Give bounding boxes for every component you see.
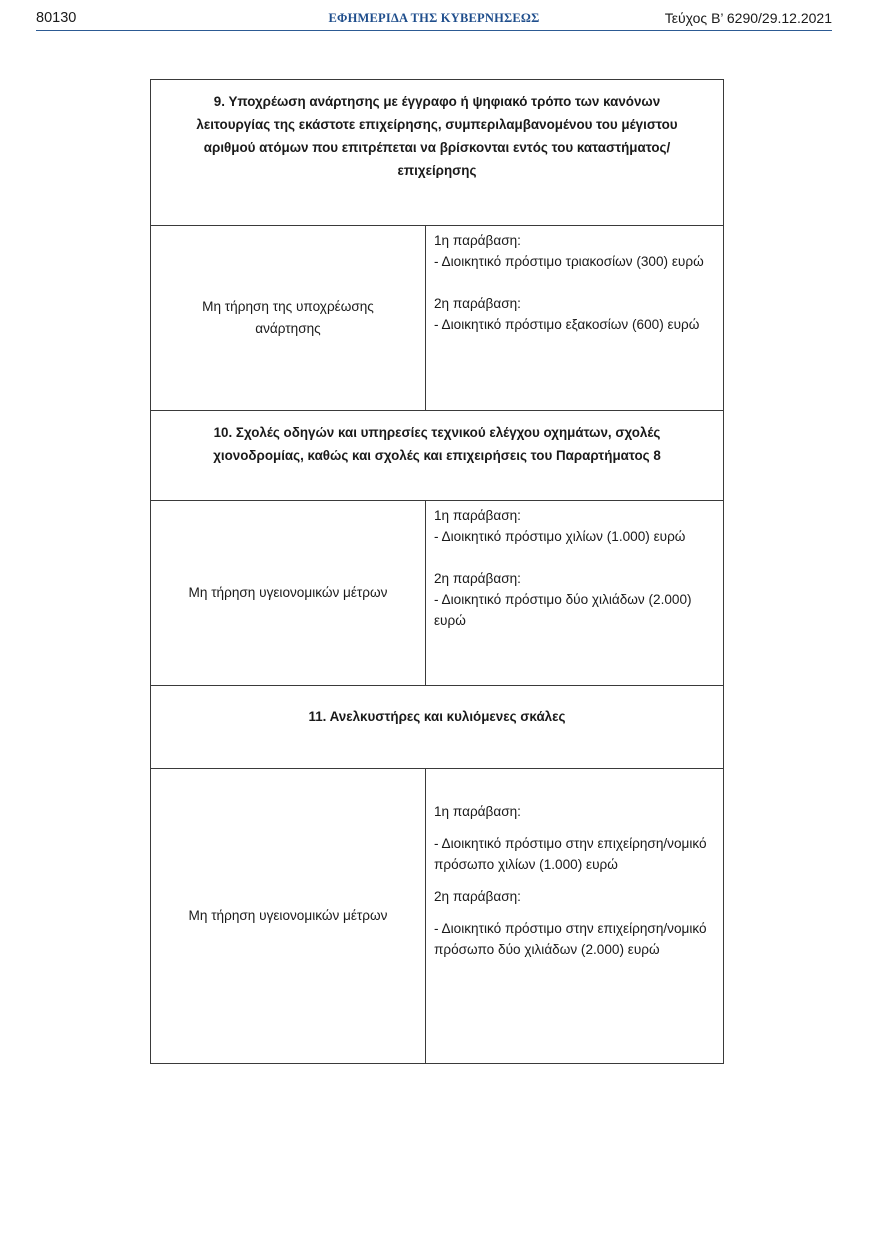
penalty-row [151,769,724,1064]
second-violation-label: 2η παράβαση: [434,296,521,311]
second-violation-penalty: - Διοικητικό πρόστιμο δύο χιλιάδων (2.000) ευρώ [434,592,692,628]
first-violation-label: 1η παράβαση: [434,233,521,248]
page-number: 80130 [36,10,77,26]
violation-cell: Μη τήρηση υγειονομικών μέτρων [151,769,426,1064]
section-heading: 11. Ανελκυστήρες και κυλιόμενες σκάλες [151,686,724,769]
issue-reference: Τεύχος Β’ 6290/29.12.2021 [664,10,832,26]
page-header [36,8,832,32]
first-violation-penalty: - Διοικητικό πρόστιμο στην επιχείρηση/νομικό πρόσωπο χιλίων (1.000) ευρώ [434,836,707,872]
second-violation-penalty: - Διοικητικό πρόστιμο στην επιχείρηση/νομικό πρόσωπο δύο χιλιάδων (2.000) ευρώ [434,921,707,957]
penalty-cell [426,501,724,686]
gazette-title: ΕΦΗΜΕΡΙΔΑ ΤΗΣ ΚΥΒΕΡΝΗΣΕΩΣ [328,11,540,25]
section-heading-row [151,411,724,501]
first-violation-label: 1η παράβαση: [434,508,521,523]
first-violation-label: 1η παράβαση: [434,804,521,819]
penalty-cell [426,769,724,1064]
penalty-cell [426,226,724,411]
section-heading-row [151,80,724,226]
second-violation-label: 2η παράβαση: [434,889,521,904]
penalty-row [151,226,724,411]
penalty-row [151,501,724,686]
second-violation-penalty: - Διοικητικό πρόστιμο εξακοσίων (600) ευρώ [434,317,700,332]
second-violation-label: 2η παράβαση: [434,571,521,586]
header-rule [36,30,832,31]
section-heading: 9. Υποχρέωση ανάρτησης με έγγραφο ή ψηφιακό τρόπο των κανόνων λειτουργίας της εκάστοτε επιχείρησης, συμπεριλαμβανομένου του μέγιστου αριθμού ατόμων που επιτρέπεται να βρίσκονται εντός του καταστήματος/επιχείρησης [151,80,724,226]
violation-cell: Μη τήρηση της υποχρέωσης ανάρτησης [151,226,426,411]
section-heading: 10. Σχολές οδηγών και υπηρεσίες τεχνικού ελέγχου οχημάτων, σχολές χιονοδρομίας, καθώς και σχολές και επιχειρήσεις του Παραρτήματος 8 [151,411,724,501]
first-violation-penalty: - Διοικητικό πρόστιμο χιλίων (1.000) ευρώ [434,529,686,544]
penalties-table [150,79,724,1064]
violation-cell: Μη τήρηση υγειονομικών μέτρων [151,501,426,686]
section-heading-row [151,686,724,769]
first-violation-penalty: - Διοικητικό πρόστιμο τριακοσίων (300) ευρώ [434,254,704,269]
